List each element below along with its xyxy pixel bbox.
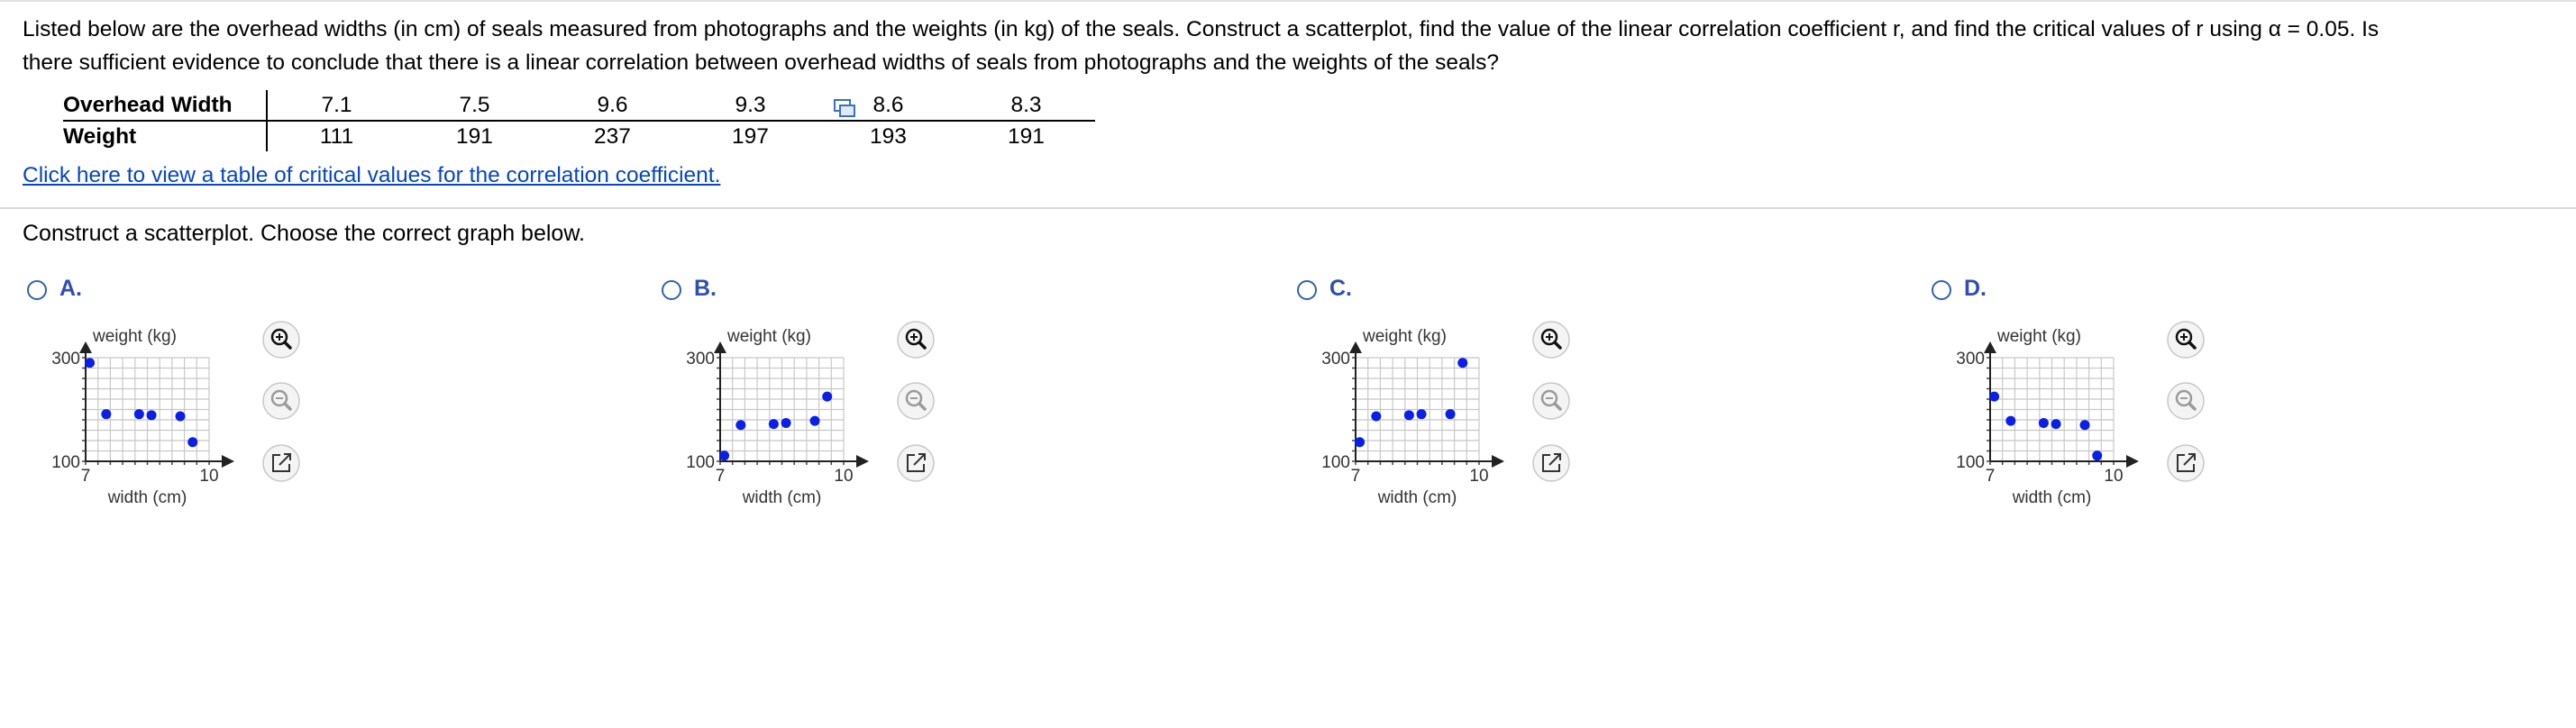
button-circle xyxy=(2168,383,2204,419)
button-circle xyxy=(898,322,934,358)
x-axis-label: width (cm) xyxy=(1377,488,1457,507)
popout-icon[interactable] xyxy=(260,442,302,484)
y-tick-label: 100 xyxy=(686,453,715,472)
button-circle xyxy=(263,383,299,419)
data-table xyxy=(63,90,1095,151)
width-cell: 7.1 xyxy=(267,90,406,121)
button-circle xyxy=(1533,383,1569,419)
x-axis-arrow xyxy=(222,455,234,468)
x-axis-label: width (cm) xyxy=(2012,488,2092,507)
problem-text-line-1: Listed below are the overhead widths (in cm) of seals measured from photographs and the weights (in kg) of the seals. Construct a scatterplot, find the value of the linear correlation coefficient r, and find the critical values of r using α = 0.05. Is xyxy=(23,17,2380,41)
x-axis-label: width (cm) xyxy=(107,488,187,507)
y-axis-arrow xyxy=(1984,341,1996,353)
zoom-in-icon[interactable] xyxy=(260,319,302,360)
button-circle xyxy=(2168,322,2204,358)
y-tick-label: 100 xyxy=(51,453,80,472)
y-tick-label: 300 xyxy=(1321,350,1350,369)
option-letter: B. xyxy=(694,276,717,301)
data-point xyxy=(1989,392,1999,402)
zoom-out-icon[interactable] xyxy=(260,380,302,422)
x-axis-label: width (cm) xyxy=(742,488,822,507)
weight-cell: 193 xyxy=(870,124,907,149)
top-divider xyxy=(0,0,2576,2)
popout-icon[interactable] xyxy=(2165,442,2206,484)
data-point xyxy=(2005,416,2015,426)
zoom-out-icon[interactable] xyxy=(895,380,936,422)
width-cell: 7.5 xyxy=(406,90,544,121)
y-axis-arrow xyxy=(1349,341,1362,353)
weight-cell: 197 xyxy=(732,124,769,149)
data-point xyxy=(2080,420,2090,430)
y-tick-label: 100 xyxy=(1321,453,1350,472)
data-point xyxy=(1457,358,1467,368)
width-cell: 8.6 xyxy=(819,90,957,121)
weight-cell: 191 xyxy=(456,124,493,149)
data-point xyxy=(134,409,144,419)
button-circle xyxy=(898,383,934,419)
data-point xyxy=(2039,418,2049,428)
y-tick-label: 100 xyxy=(1956,453,1985,472)
option-d xyxy=(1927,272,2468,542)
y-axis-label: weight (kg) xyxy=(727,327,811,346)
x-tick-label: 10 xyxy=(834,467,854,486)
x-axis-arrow xyxy=(2126,455,2139,468)
zoom-in-icon[interactable] xyxy=(2165,319,2206,360)
section-divider xyxy=(0,207,2576,209)
radio-option-b[interactable] xyxy=(662,280,681,300)
data-point xyxy=(2051,419,2061,429)
data-point xyxy=(781,418,791,428)
x-tick-label: 10 xyxy=(2104,467,2124,486)
option-a xyxy=(23,272,563,542)
y-axis-arrow xyxy=(714,341,726,353)
y-tick-label: 300 xyxy=(1956,350,1985,369)
y-axis-label: weight (kg) xyxy=(1363,327,1447,346)
x-tick-label: 7 xyxy=(1350,467,1361,486)
data-point xyxy=(1446,409,1456,419)
y-tick-label: 300 xyxy=(686,350,715,369)
radio-option-a[interactable] xyxy=(27,280,47,300)
problem-text-line-2: there sufficient evidence to conclude that there is a linear correlation between overhead widths of seals from photographs and the weights of the seals? xyxy=(23,50,1499,75)
option-b xyxy=(657,272,1198,542)
option-c xyxy=(1293,272,1833,542)
x-tick-label: 7 xyxy=(1985,467,1996,486)
option-letter: A. xyxy=(59,276,82,301)
scatterplot-d xyxy=(1927,317,2197,515)
x-tick-label: 10 xyxy=(1469,467,1489,486)
data-point xyxy=(810,416,820,426)
critical-values-link[interactable]: Click here to view a table of critical values for the correlation coefficient. xyxy=(23,163,721,187)
y-axis-label: weight (kg) xyxy=(1997,327,2081,346)
y-tick-label: 300 xyxy=(51,350,80,369)
y-axis-arrow xyxy=(79,341,92,353)
data-point xyxy=(187,437,197,447)
weight-cell: 111 xyxy=(319,124,354,149)
table-row-widths xyxy=(63,90,1095,121)
data-point xyxy=(769,419,779,429)
option-letter: D. xyxy=(1964,276,1987,301)
width-cell: 8.3 xyxy=(957,90,1095,121)
button-circle xyxy=(263,322,299,358)
scatterplot-c xyxy=(1293,317,1563,515)
x-tick-label: 7 xyxy=(715,467,726,486)
popout-icon[interactable] xyxy=(1530,442,1572,484)
button-circle xyxy=(1533,322,1569,358)
zoom-in-icon[interactable] xyxy=(895,319,936,360)
data-point xyxy=(85,358,95,368)
table-popout-icon[interactable] xyxy=(834,99,855,117)
width-cell: 9.3 xyxy=(681,90,819,121)
x-tick-label: 7 xyxy=(80,467,91,486)
data-point xyxy=(735,420,745,430)
problem-text xyxy=(23,13,2528,79)
data-point xyxy=(1355,437,1365,447)
data-point xyxy=(147,410,157,420)
radio-option-c[interactable] xyxy=(1297,280,1317,300)
radio-option-d[interactable] xyxy=(1932,280,1951,300)
data-point xyxy=(1404,410,1414,420)
x-axis-arrow xyxy=(856,455,869,468)
scatterplot-a xyxy=(23,317,293,515)
option-letter: C. xyxy=(1329,276,1352,301)
row-label-weight: Weight xyxy=(63,121,267,151)
scatterplot-b xyxy=(657,317,927,515)
data-point xyxy=(101,409,111,419)
x-tick-label: 10 xyxy=(199,467,219,486)
data-point xyxy=(2092,450,2102,460)
row-label-width: Overhead Width xyxy=(63,90,267,121)
table-row-weights xyxy=(63,121,1095,151)
data-point xyxy=(822,392,832,402)
zoom-in-icon[interactable] xyxy=(1530,319,1572,360)
weight-cell: 237 xyxy=(594,124,631,149)
x-axis-arrow xyxy=(1492,455,1504,468)
weight-cell: 191 xyxy=(1008,124,1045,149)
data-point xyxy=(719,450,729,460)
data-point xyxy=(176,411,186,421)
data-point xyxy=(1417,409,1427,419)
width-cell: 9.6 xyxy=(544,90,681,121)
popout-icon[interactable] xyxy=(895,442,936,484)
zoom-out-icon[interactable] xyxy=(1530,380,1572,422)
y-axis-label: weight (kg) xyxy=(93,327,177,346)
zoom-out-icon[interactable] xyxy=(2165,380,2206,422)
data-point xyxy=(1371,411,1381,421)
question-text: Construct a scatterplot. Choose the correct graph below. xyxy=(23,221,585,246)
